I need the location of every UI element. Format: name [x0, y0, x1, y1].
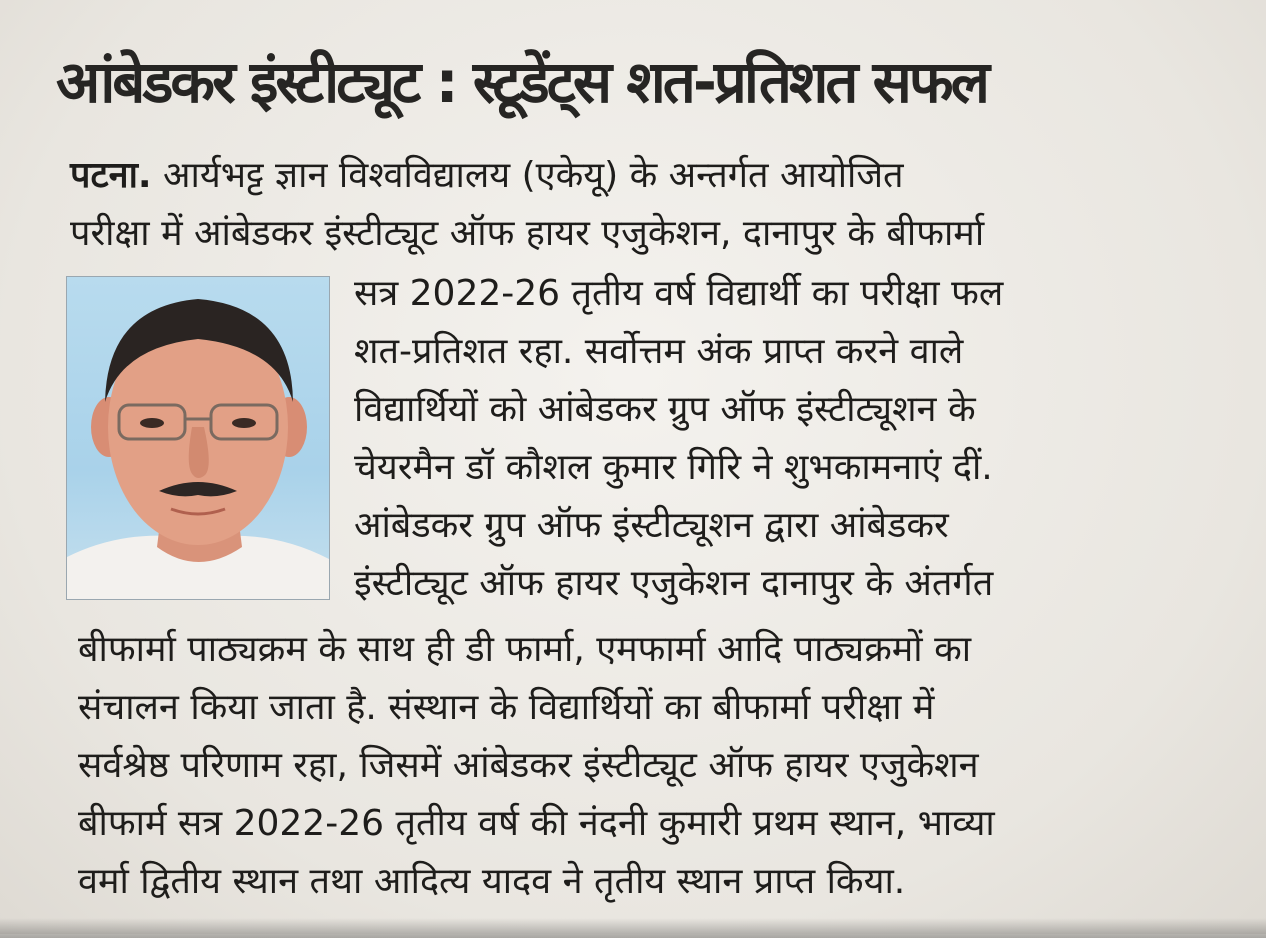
next-article-fragment — [0, 918, 1266, 938]
headline: आंबेडकर इंस्टीट्यूट : स्टूडेंट्स शत-प्रतिशत सफल — [56, 48, 987, 116]
article-line-1-text: आर्यभट्ट ज्ञान विश्वविद्यालय (एकेयू) के अन्तर्गत आयोजित — [163, 155, 904, 196]
article-line-9: बीफार्मा पाठ्यक्रम के साथ ही डी फार्मा, एमफार्मा आदि पाठ्यक्रमों का — [78, 629, 972, 670]
article-line-3: सत्र 2022-26 तृतीय वर्ष विद्यार्थी का परीक्षा फल — [354, 273, 1004, 314]
article-line-12: बीफार्म सत्र 2022-26 तृतीय वर्ष की नंदनी कुमारी प्रथम स्थान, भाव्या — [78, 803, 995, 844]
portrait-illustration — [67, 277, 329, 599]
article-line-8: इंस्टीट्यूट ऑफ हायर एजुकेशन दानापुर के अंतर्गत — [354, 563, 994, 604]
article-line-13: वर्मा द्वितीय स्थान तथा आदित्य यादव ने तृतीय स्थान प्राप्त किया. — [78, 861, 906, 902]
article-line-10: संचालन किया जाता है. संस्थान के विद्यार्थियों का बीफार्मा परीक्षा में — [78, 687, 935, 728]
article-line-4: शत-प्रतिशत रहा. सर्वोत्तम अंक प्राप्त करने वाले — [354, 331, 964, 372]
dateline: पटना. — [70, 155, 152, 196]
masthead-fragment — [60, 0, 320, 8]
article-line-2: परीक्षा में आंबेडकर इंस्टीट्यूट ऑफ हायर एजुकेशन, दानापुर के बीफार्मा — [70, 213, 985, 254]
article-line-1 — [70, 150, 1235, 202]
article-line-5: विद्यार्थियों को आंबेडकर ग्रुप ऑफ इंस्टीट्यूशन के — [354, 389, 976, 430]
article-line-7: आंबेडकर ग्रुप ऑफ इंस्टीट्यूशन द्वारा आंबेडकर — [354, 505, 949, 546]
article-line-6: चेयरमैन डॉ कौशल कुमार गिरि ने शुभकामनाएं दीं. — [354, 447, 993, 488]
article-line-11: सर्वश्रेष्ठ परिणाम रहा, जिसमें आंबेडकर इंस्टीट्यूट ऑफ हायर एजुकेशन — [78, 745, 979, 786]
portrait-photo — [66, 276, 330, 600]
